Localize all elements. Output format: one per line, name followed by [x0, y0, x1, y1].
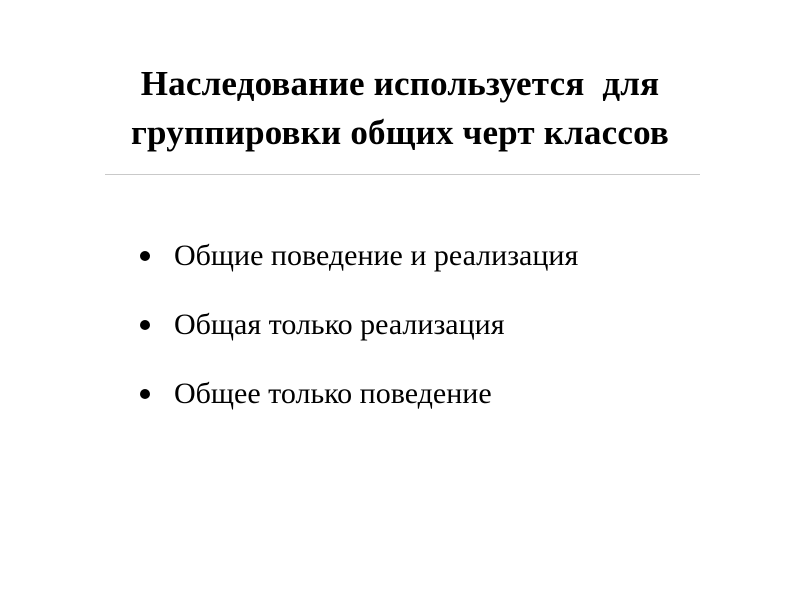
slide-title	[40, 59, 760, 157]
bullet-list	[140, 237, 578, 444]
bullet-text: Общие поведение и реализация	[174, 239, 579, 272]
bullet-text: Общая только реализация	[174, 308, 505, 341]
title-divider	[105, 174, 700, 175]
bullet-text: Общее только поведение	[174, 377, 492, 410]
bullet-item	[140, 306, 578, 344]
bullet-item	[140, 237, 578, 275]
title-line-2: группировки общих черт классов	[130, 113, 670, 153]
bullet-dot-icon	[140, 389, 150, 399]
bullet-dot-icon	[140, 251, 150, 261]
bullet-dot-icon	[140, 320, 150, 330]
bullet-item	[140, 375, 578, 413]
title-line-1: Наследование используется для	[140, 64, 660, 104]
